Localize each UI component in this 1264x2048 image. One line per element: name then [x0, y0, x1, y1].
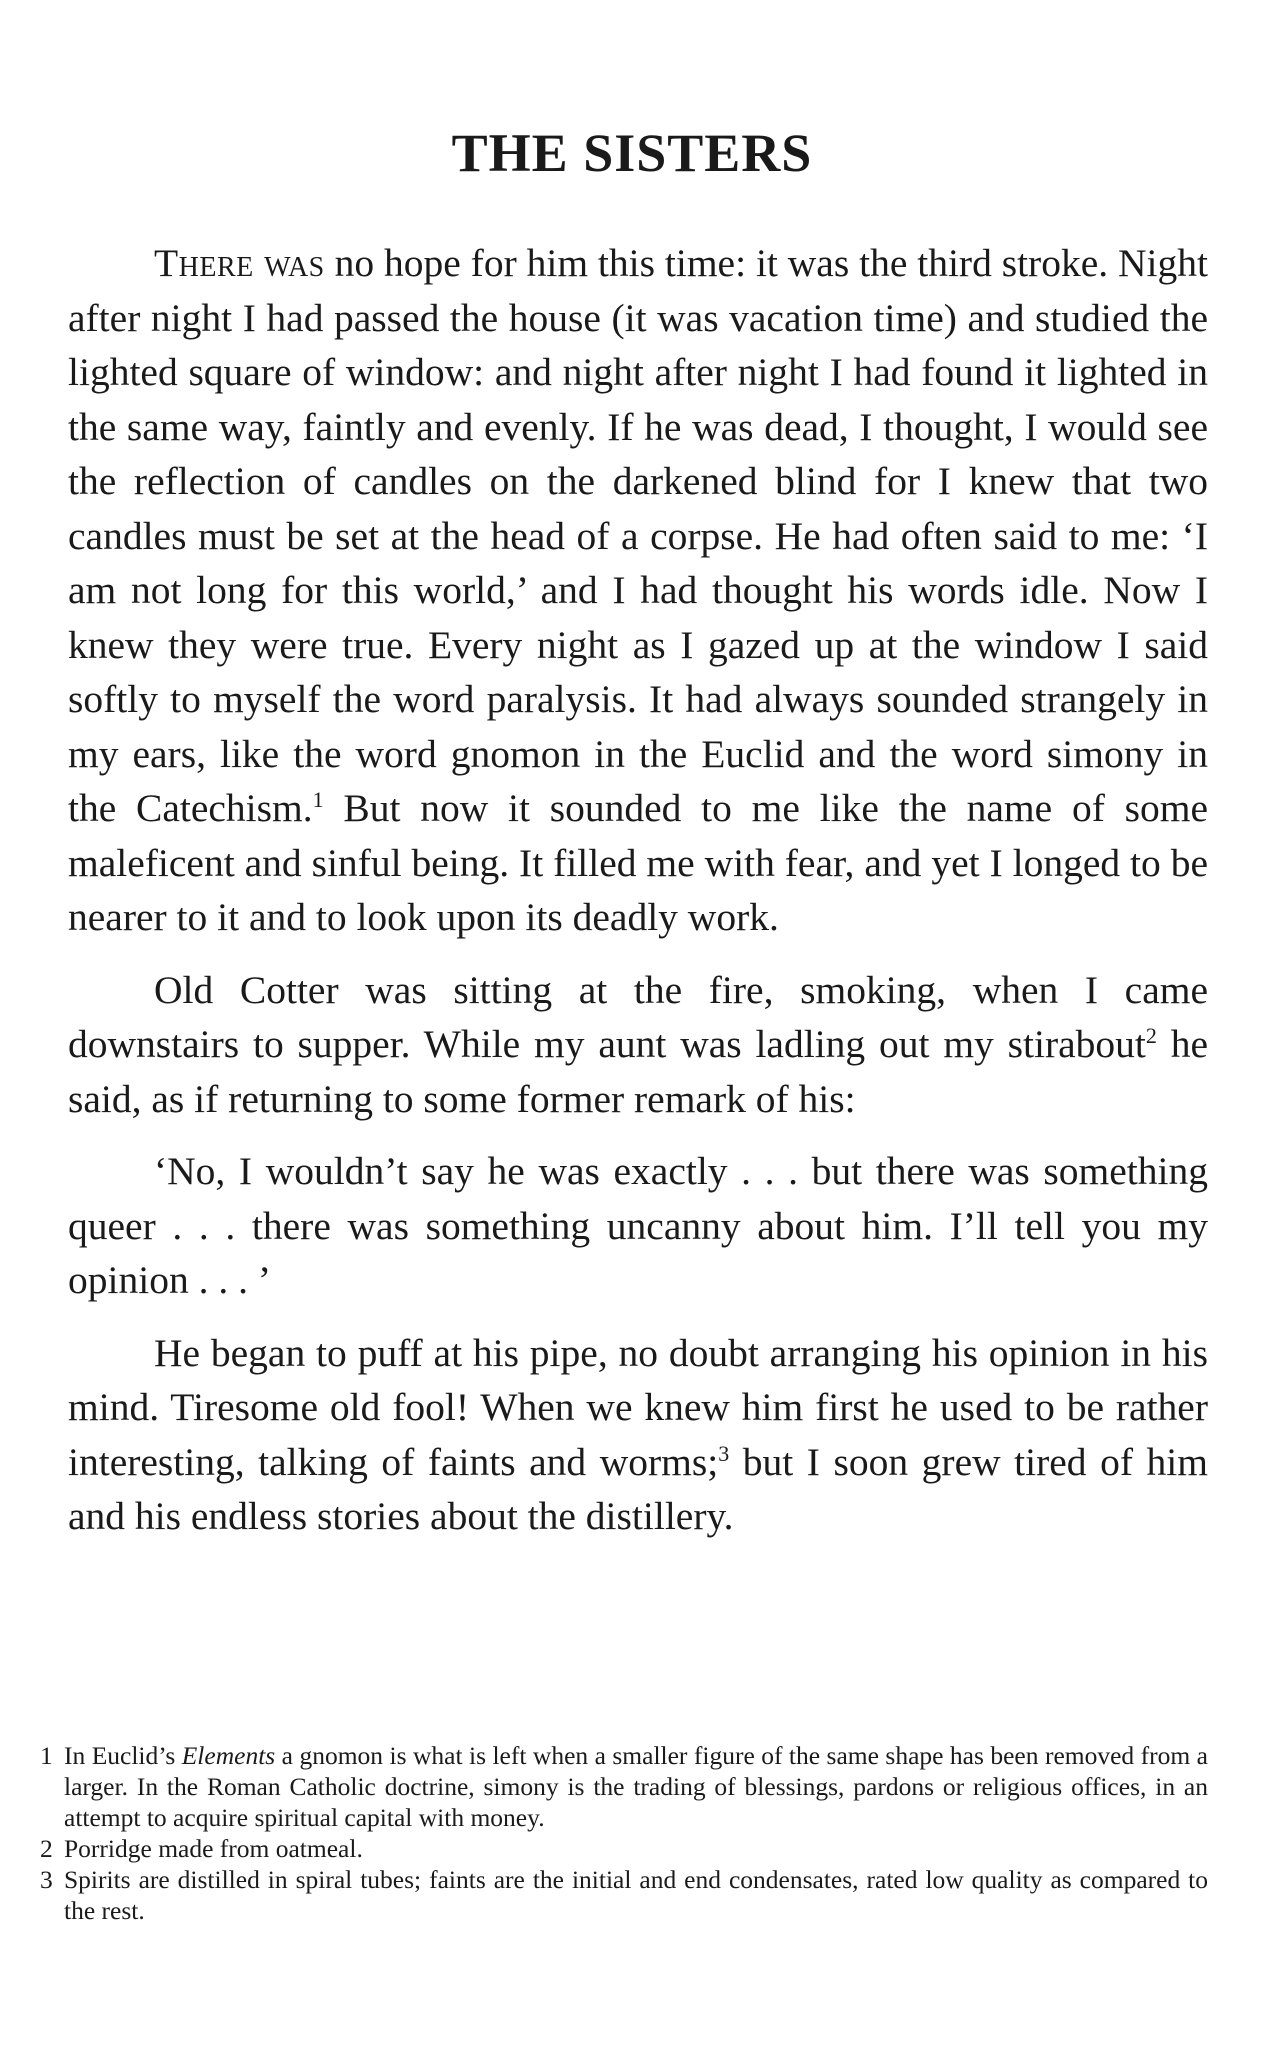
paragraph-text-continued: he said, as if returning to some former remark of his: — [68, 1022, 1208, 1121]
footnote-ref-2[interactable]: 2 — [1145, 1022, 1157, 1048]
footnote-ref-1[interactable]: 1 — [312, 786, 324, 812]
footnote-text: Porridge made from oatmeal. — [64, 1834, 363, 1863]
paragraph-text: ‘No, I wouldn’t say he was exactly . . . but there was something queer . . . there was something uncanny about him. I’ll tell you my opinion . . . ’ — [68, 1149, 1208, 1302]
chapter-title: THE SISTERS — [451, 123, 813, 183]
footnote-1 — [40, 1740, 1208, 1833]
footnote-text: Spirits are distilled in spiral tubes; faints are the initial and end condensates, rated low quality as compared to the rest. — [64, 1865, 1208, 1925]
footnote-number: 1 — [40, 1741, 53, 1770]
paragraph-text-continued: but I soon grew tired of him and his endless stories about the distillery. — [68, 1439, 1208, 1538]
footnote-text-start: In Euclid’s — [64, 1741, 182, 1770]
footnotes — [40, 1740, 1208, 1926]
footnote-2 — [40, 1833, 1208, 1864]
paragraph-3 — [68, 1144, 1208, 1308]
paragraph-4 — [68, 1326, 1208, 1544]
paragraph-text: Old Cotter was sitting at the fire, smoking, when I came downstairs to supper. While my aunt was ladling out my stirabout — [68, 967, 1208, 1066]
paragraph-1 — [68, 236, 1208, 945]
paragraph-text: He began to puff at his pipe, no doubt arranging his opinion in his mind. Tiresome old fool! When we knew him first he used to be rather interesting, talking of faints and worms; — [68, 1330, 1208, 1484]
footnote-italic-title: Elements — [181, 1741, 276, 1770]
footnote-3 — [40, 1864, 1208, 1926]
paragraph-text: no hope for him this time: it was the third stroke. Night after night I had passed the house (it was vacation time) and studied the lighted square of window: and night after night I had found it lighted in the same way, faintly and evenly. If he was dead, I thought, I would see the reflection of candles on the darkened blind for I knew that two candles must be set at the head of a corpse. He had often said to me: ‘I am not long for this world,’ and I had thought his words idle. Now I knew they were true. Every night as I gazed up at the window I said softly to myself the word paralysis. It had always sounded strangely in my ears, like the word gnomon in the Euclid and the word simony in the Catechism. — [68, 241, 1208, 830]
footnote-number: 2 — [40, 1834, 53, 1863]
footnote-ref-3[interactable]: 3 — [718, 1440, 730, 1466]
footnote-text-end: a gnomon is what is left when a smaller figure of the same shape has been removed from a larger. In the Roman Catholic doctrine, simony is the trading of blessings, pardons or religious offices, in an attempt to acquire spiritual capital with money. — [64, 1741, 1208, 1832]
body-text — [68, 236, 1208, 1544]
footnote-number: 3 — [40, 1865, 53, 1894]
opening-words: There was — [154, 241, 325, 285]
paragraph-text-continued: But now it sounded to me like the name of some maleficent and sinful being. It filled me with fear, and yet I longed to be nearer to it and to look upon its deadly work. — [68, 786, 1208, 939]
footnote-text — [64, 1740, 1208, 1833]
paragraph-2 — [68, 963, 1208, 1127]
